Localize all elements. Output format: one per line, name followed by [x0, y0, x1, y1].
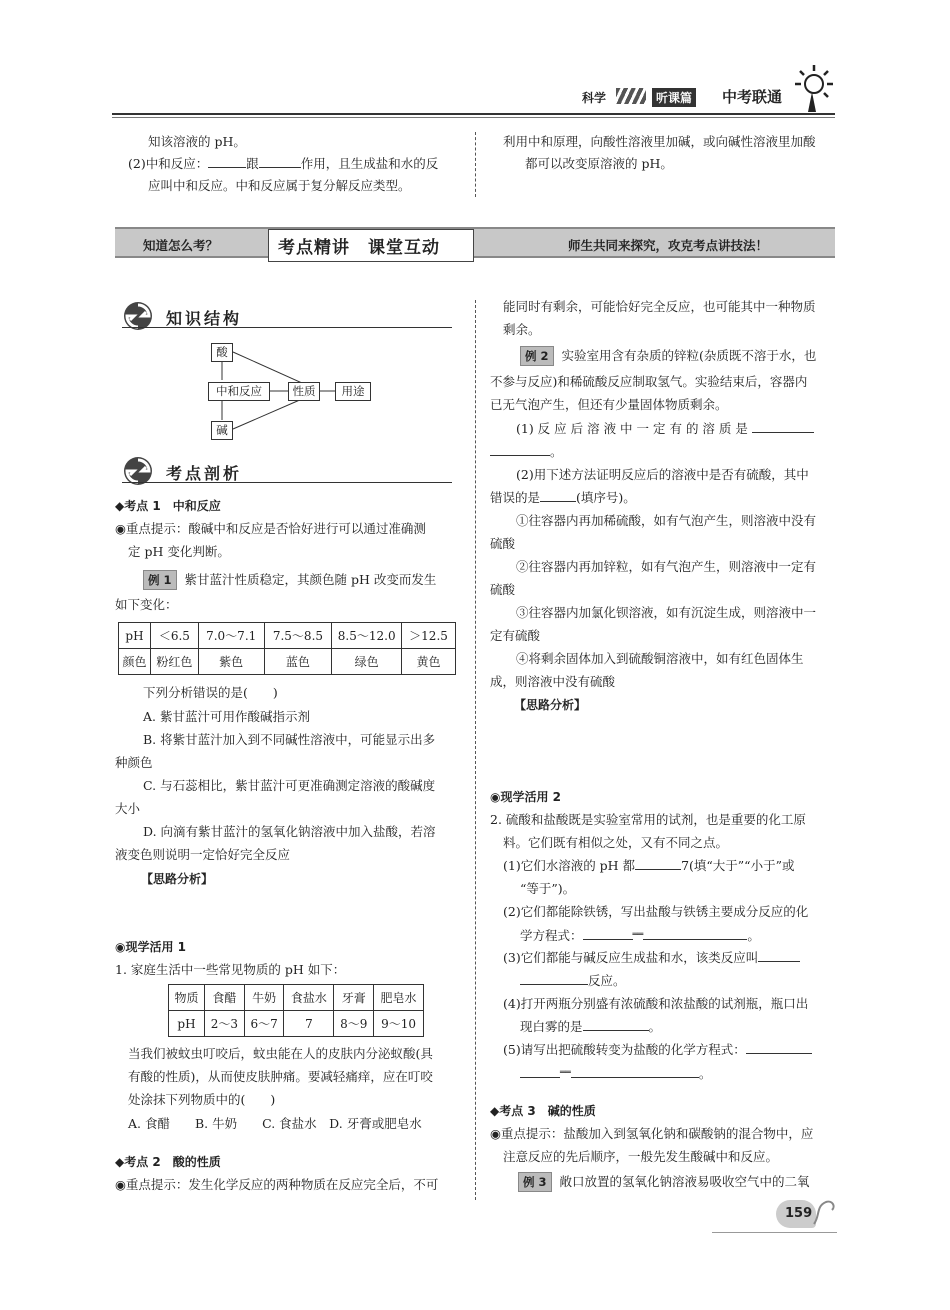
table-cell: 肥皂水: [374, 985, 424, 1011]
ex2-option4-line2: 成，则溶液中没有硫酸: [490, 674, 616, 689]
table-cell: ＜6.5: [150, 623, 198, 649]
ex2-analysis-label: 【思路分析】: [514, 698, 587, 712]
table-cell: 食醋: [204, 985, 244, 1011]
table-cell: 黄色: [402, 649, 456, 675]
table-cell: ＞12.5: [402, 623, 456, 649]
practice1-text-line3: 处涂抹下列物质中的( ): [128, 1092, 276, 1107]
ph-substance-table: [168, 984, 424, 1037]
kp1-option-c1: C. 与石蕊相比，紫甘蓝汁可更准确测定溶液的酸碱度: [143, 778, 436, 793]
table-cell: 7.5～8.5: [264, 623, 332, 649]
kp1-tip-line2: 定 pH 变化判断。: [128, 544, 230, 559]
banner-center-text: 考点精讲 课堂互动: [278, 238, 440, 258]
kp1-option-d2: 液变色则说明一定恰好完全反应: [115, 847, 291, 862]
example-tag: 例 1: [143, 570, 177, 590]
table-row: [169, 985, 424, 1011]
table-cell: 9～10: [374, 1011, 424, 1037]
practice2-s4-line2: 现白雾的是 。: [520, 1019, 662, 1034]
table-cell: 牙膏: [334, 985, 374, 1011]
practice1-text-line1: 当我们被蚊虫叮咬后，蚊虫能在人的皮肤内分泌蚁酸(具: [128, 1046, 433, 1061]
ex2-option1-line1: ①往容器内再加稀硫酸，如有气泡产生，则溶液中没有: [516, 513, 817, 528]
header-series: 听课篇: [652, 88, 696, 107]
practice1-title: ◉现学活用 1: [115, 940, 186, 954]
kp1-title: ◆考点 1 中和反应: [115, 499, 221, 513]
table-row: [119, 649, 456, 675]
header-stripes-icon: [616, 88, 646, 104]
table-cell: pH: [119, 623, 151, 649]
section-rule: [122, 482, 452, 483]
table-cell: 蓝色: [264, 649, 332, 675]
practice1-question: 1. 家庭生活中一些常见物质的 pH 如下：: [115, 962, 346, 977]
kp1-analysis-label: 【思路分析】: [141, 872, 214, 886]
kp2-tip-line1: ◉重点提示：发生化学反应的两种物质在反应完全后，不可: [115, 1177, 439, 1192]
diagram-node-base: 碱: [211, 421, 233, 440]
top-left-line3: 应叫中和反应。中和反应属于复分解反应类型。: [148, 178, 411, 193]
kp1-example-line1: 例 1 紫甘蓝汁性质稳定，其颜色随 pH 改变而发生: [143, 570, 436, 590]
kp2-title: ◆考点 2 酸的性质: [115, 1155, 221, 1169]
ex2-option4-line1: ④将剩余固体加入到硫酸铜溶液中，如有红色固体生: [516, 651, 804, 666]
example-tag: 例 2: [520, 346, 554, 366]
ex2-option2-line1: ②往容器内再加锌粒，如有气泡产生，则溶液中一定有: [516, 559, 817, 574]
practice1-options: A. 食醋 B. 牛奶 C. 食盐水 D. 牙膏或肥皂水: [128, 1116, 422, 1131]
ex2-q2-line2: 错误的是 (填序号)。: [490, 490, 636, 505]
diagram-node-neutralization: 中和反应: [208, 382, 270, 401]
header-brand: 中考联通: [722, 88, 783, 106]
table-cell: 物质: [169, 985, 205, 1011]
practice2-s5-line2: ══ 。: [520, 1064, 711, 1083]
kp3-title: ◆考点 3 碱的性质: [490, 1104, 596, 1118]
ex2-option3-line1: ③往容器内加氯化钡溶液，如有沉淀生成，则溶液中一: [516, 605, 817, 620]
table-cell: 牛奶: [244, 985, 284, 1011]
sun-tree-logo-icon: [786, 62, 838, 114]
practice1-text-line2: 有酸的性质)，从而使皮肤肿痛。要减轻痛痒，应在叮咬: [128, 1069, 433, 1084]
ex2-q1-line2: 。: [490, 443, 563, 461]
header-rule: [112, 113, 835, 115]
ex2-option1-line2: 硫酸: [490, 536, 516, 551]
banner-right-text: 师生共同来探究，攻克考点讲技法！: [568, 238, 769, 253]
table-cell: 食盐水: [284, 985, 334, 1011]
table-cell: 粉红色: [150, 649, 198, 675]
ex2-line2: 不参与反应)和稀硫酸反应制取氢气。实验结束后，容器内: [490, 374, 808, 389]
column-divider: [475, 300, 476, 1200]
table-cell: 7.0～7.1: [198, 623, 264, 649]
practice2-title: ◉现学活用 2: [490, 790, 561, 804]
kp1-option-d1: D. 向滴有紫甘蓝汁的氢氧化钠溶液中加入盐酸，若溶: [143, 824, 436, 839]
top-left-line2: (2)中和反应： 跟 作用，且生成盐和水的反: [128, 156, 439, 171]
kp1-option-a: A. 紫甘蓝汁可用作酸碱指示剂: [143, 709, 310, 724]
kp1-option-b2: 种颜色: [115, 755, 153, 770]
ex2-q1-line1: (1) 反 应 后 溶 液 中 一 定 有 的 溶 质 是: [516, 420, 814, 438]
top-right-line1: 利用中和原理，向酸性溶液里加碱，或向碱性溶液里加酸: [503, 134, 816, 149]
section-title-analysis: 考点剖析: [166, 464, 243, 483]
diagram-node-property: 性质: [288, 382, 320, 401]
practice2-s3-line2: 反应。: [520, 972, 626, 990]
right-cont-line1: 能同时有剩余，可能恰好完全反应，也可能其中一种物质: [503, 299, 816, 314]
header-rule-thin: [112, 117, 835, 118]
page-number: 159: [785, 1206, 813, 1221]
section-rule: [122, 327, 452, 328]
practice2-s1-line1: (1)它们水溶液的 pH 都 7(填“大于”“小于”或: [503, 858, 795, 873]
practice2-s4-line1: (4)打开两瓶分别盛有浓硫酸和浓盐酸的试剂瓶，瓶口出: [503, 996, 809, 1011]
table-cell: pH: [169, 1011, 205, 1037]
practice2-q-line2: 料。它们既有相似之处，又有不同之点。: [503, 835, 729, 850]
kp3-example-line1: 例 3 敞口放置的氢氧化钠溶液易吸收空气中的二氧: [518, 1172, 810, 1192]
kp1-option-c2: 大小: [115, 801, 141, 816]
practice2-s2-line2: 学方程式： ══ 。: [520, 928, 760, 943]
header-subject: 科学: [582, 91, 607, 105]
practice2-s1-line2: “等于”)。: [520, 881, 576, 896]
example-tag: 例 3: [518, 1172, 552, 1192]
table-row: [119, 623, 456, 649]
ex2-line3: 已无气泡产生，但还有少量固体物质剩余。: [490, 397, 728, 412]
practice2-q-line1: 2. 硫酸和盐酸既是实验室常用的试剂，也是重要的化工原: [490, 812, 806, 827]
ex2-line1: 例 2 实验室用含有杂质的锌粒(杂质既不溶于水，也: [520, 346, 816, 366]
table-row: [169, 1011, 424, 1037]
practice2-s5-line1: (5)请写出把硫酸转变为盐酸的化学方程式：: [503, 1041, 812, 1059]
page-wave-icon: [812, 1196, 838, 1226]
right-cont-line2: 剩余。: [503, 322, 541, 337]
kp1-option-b1: B. 将紫甘蓝汁加入到不同碱性溶液中，可能显示出多: [143, 732, 436, 747]
diagram-node-acid: 酸: [211, 343, 233, 362]
ex2-option3-line2: 定有硫酸: [490, 628, 541, 643]
table-cell: 7: [284, 1011, 334, 1037]
kp1-example-line2: 如下变化：: [115, 597, 178, 612]
table-cell: 2～3: [204, 1011, 244, 1037]
practice2-s3-line1: (3)它们都能与碱反应生成盐和水，该类反应叫: [503, 949, 800, 967]
practice2-s2-line1: (2)它们都能除铁锈，写出盐酸与铁锈主要成分反应的化: [503, 904, 809, 919]
table-cell: 紫色: [198, 649, 264, 675]
kp3-tip-line1: ◉重点提示：盐酸加入到氢氧化钠和碳酸钠的混合物中，应: [490, 1126, 814, 1141]
table-cell: 8.5～12.0: [332, 623, 402, 649]
table-cell: 颜色: [119, 649, 151, 675]
kp1-tip-line1: ◉重点提示：酸碱中和反应是否恰好进行可以通过准确测: [115, 521, 426, 536]
column-divider-top: [475, 132, 476, 197]
table-cell: 6～7: [244, 1011, 284, 1037]
section-title-knowledge: 知识结构: [166, 309, 243, 328]
ex2-option2-line2: 硫酸: [490, 582, 516, 597]
kp3-tip-line2: 注意反应的先后顺序，一般先发生酸碱中和反应。: [503, 1149, 779, 1164]
color-ph-table: [118, 622, 456, 675]
ex2-q2-line1: (2)用下述方法证明反应后的溶液中是否有硫酸，其中: [516, 467, 809, 482]
top-left-line1: 知该溶液的 pH。: [148, 134, 246, 149]
table-cell: 8～9: [334, 1011, 374, 1037]
table-cell: 绿色: [332, 649, 402, 675]
diagram-node-use: 用途: [335, 382, 371, 401]
top-right-line2: 都可以改变原溶液的 pH。: [525, 156, 673, 171]
banner-left-text: 知道怎么考？: [143, 238, 219, 253]
kp1-question: 下列分析错误的是( ): [143, 685, 278, 700]
footer-rule: [712, 1232, 837, 1233]
